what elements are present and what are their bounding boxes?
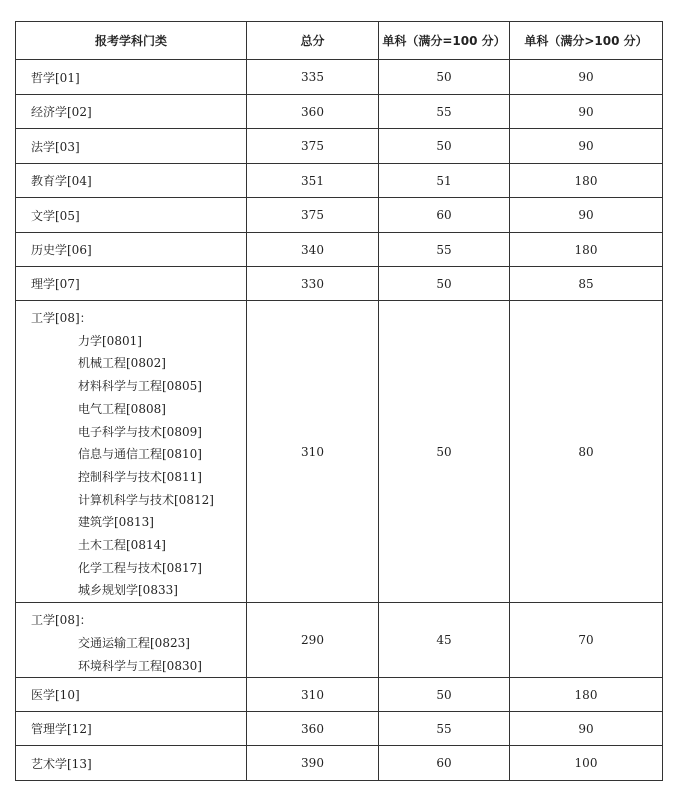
sub-discipline: 力学[0801]	[78, 333, 142, 348]
total-cell: 351	[247, 164, 379, 198]
single-over-100-cell: 180	[510, 164, 663, 198]
total-cell: 375	[247, 129, 379, 164]
single-over-100-cell: 85	[510, 267, 663, 301]
single-over-100-cell: 90	[510, 95, 663, 129]
category-cell: 教育学[04]	[16, 164, 247, 198]
category-cell: 法学[03]	[16, 129, 247, 164]
single-100-cell: 50	[379, 678, 510, 712]
header-category: 报考学科门类	[16, 22, 247, 60]
category-group-cell	[16, 603, 247, 678]
table-row	[16, 267, 663, 301]
category-cell: 文学[05]	[16, 198, 247, 233]
total-cell: 335	[247, 60, 379, 95]
total-cell: 360	[247, 712, 379, 746]
header-row	[16, 22, 663, 60]
single-over-100-cell: 180	[510, 678, 663, 712]
sub-discipline: 电气工程[0808]	[78, 401, 166, 416]
total-cell: 340	[247, 233, 379, 267]
sub-discipline: 电子科学与技术[0809]	[78, 424, 202, 439]
single-100-cell: 45	[379, 603, 510, 678]
total-cell: 390	[247, 746, 379, 781]
table-row	[16, 746, 663, 781]
total-cell: 310	[247, 301, 379, 603]
single-100-cell: 55	[379, 95, 510, 129]
category-cell: 历史学[06]	[16, 233, 247, 267]
single-over-100-cell: 80	[510, 301, 663, 603]
single-over-100-cell: 100	[510, 746, 663, 781]
table-row	[16, 233, 663, 267]
sub-discipline: 控制科学与技术[0811]	[78, 469, 202, 484]
score-table	[15, 21, 663, 781]
single-over-100-cell: 90	[510, 60, 663, 95]
sub-discipline: 机械工程[0802]	[78, 356, 166, 371]
category-cell: 哲学[01]	[16, 60, 247, 95]
group-title: 工学[08]：	[31, 613, 92, 628]
sub-discipline: 建筑学[0813]	[78, 515, 154, 530]
table-row	[16, 164, 663, 198]
single-over-100-cell: 70	[510, 603, 663, 678]
single-over-100-cell: 180	[510, 233, 663, 267]
table-row-engineering-a	[16, 301, 663, 603]
total-cell: 290	[247, 603, 379, 678]
category-cell: 管理学[12]	[16, 712, 247, 746]
header-single-100: 单科（满分=100 分）	[379, 22, 510, 60]
total-cell: 375	[247, 198, 379, 233]
total-cell: 310	[247, 678, 379, 712]
sub-discipline: 化学工程与技术[0817]	[78, 560, 202, 575]
sub-discipline: 环境科学与工程[0830]	[78, 658, 202, 673]
single-100-cell: 50	[379, 301, 510, 603]
category-cell: 医学[10]	[16, 678, 247, 712]
header-single-over-100: 单科（满分>100 分）	[510, 22, 663, 60]
sub-discipline: 计算机科学与技术[0812]	[78, 492, 214, 507]
table-row	[16, 129, 663, 164]
sub-discipline: 信息与通信工程[0810]	[78, 447, 202, 462]
table-row	[16, 60, 663, 95]
total-cell: 360	[247, 95, 379, 129]
table-row-engineering-b	[16, 603, 663, 678]
table-row	[16, 712, 663, 746]
single-100-cell: 50	[379, 60, 510, 95]
total-cell: 330	[247, 267, 379, 301]
category-group-cell	[16, 301, 247, 603]
single-over-100-cell: 90	[510, 712, 663, 746]
category-cell: 理学[07]	[16, 267, 247, 301]
category-cell: 艺术学[13]	[16, 746, 247, 781]
single-100-cell: 50	[379, 129, 510, 164]
single-100-cell: 51	[379, 164, 510, 198]
table-row	[16, 678, 663, 712]
table-row	[16, 95, 663, 129]
single-100-cell: 50	[379, 267, 510, 301]
single-100-cell: 55	[379, 233, 510, 267]
table-row	[16, 198, 663, 233]
single-100-cell: 60	[379, 746, 510, 781]
single-over-100-cell: 90	[510, 198, 663, 233]
sub-discipline: 土木工程[0814]	[78, 538, 166, 553]
single-100-cell: 60	[379, 198, 510, 233]
category-cell: 经济学[02]	[16, 95, 247, 129]
sub-discipline: 材料科学与工程[0805]	[78, 379, 202, 394]
sub-discipline: 城乡规划学[0833]	[78, 583, 178, 598]
group-title: 工学[08]：	[31, 311, 92, 325]
sub-discipline: 交通运输工程[0823]	[78, 635, 190, 650]
header-total: 总分	[247, 22, 379, 60]
single-over-100-cell: 90	[510, 129, 663, 164]
single-100-cell: 55	[379, 712, 510, 746]
